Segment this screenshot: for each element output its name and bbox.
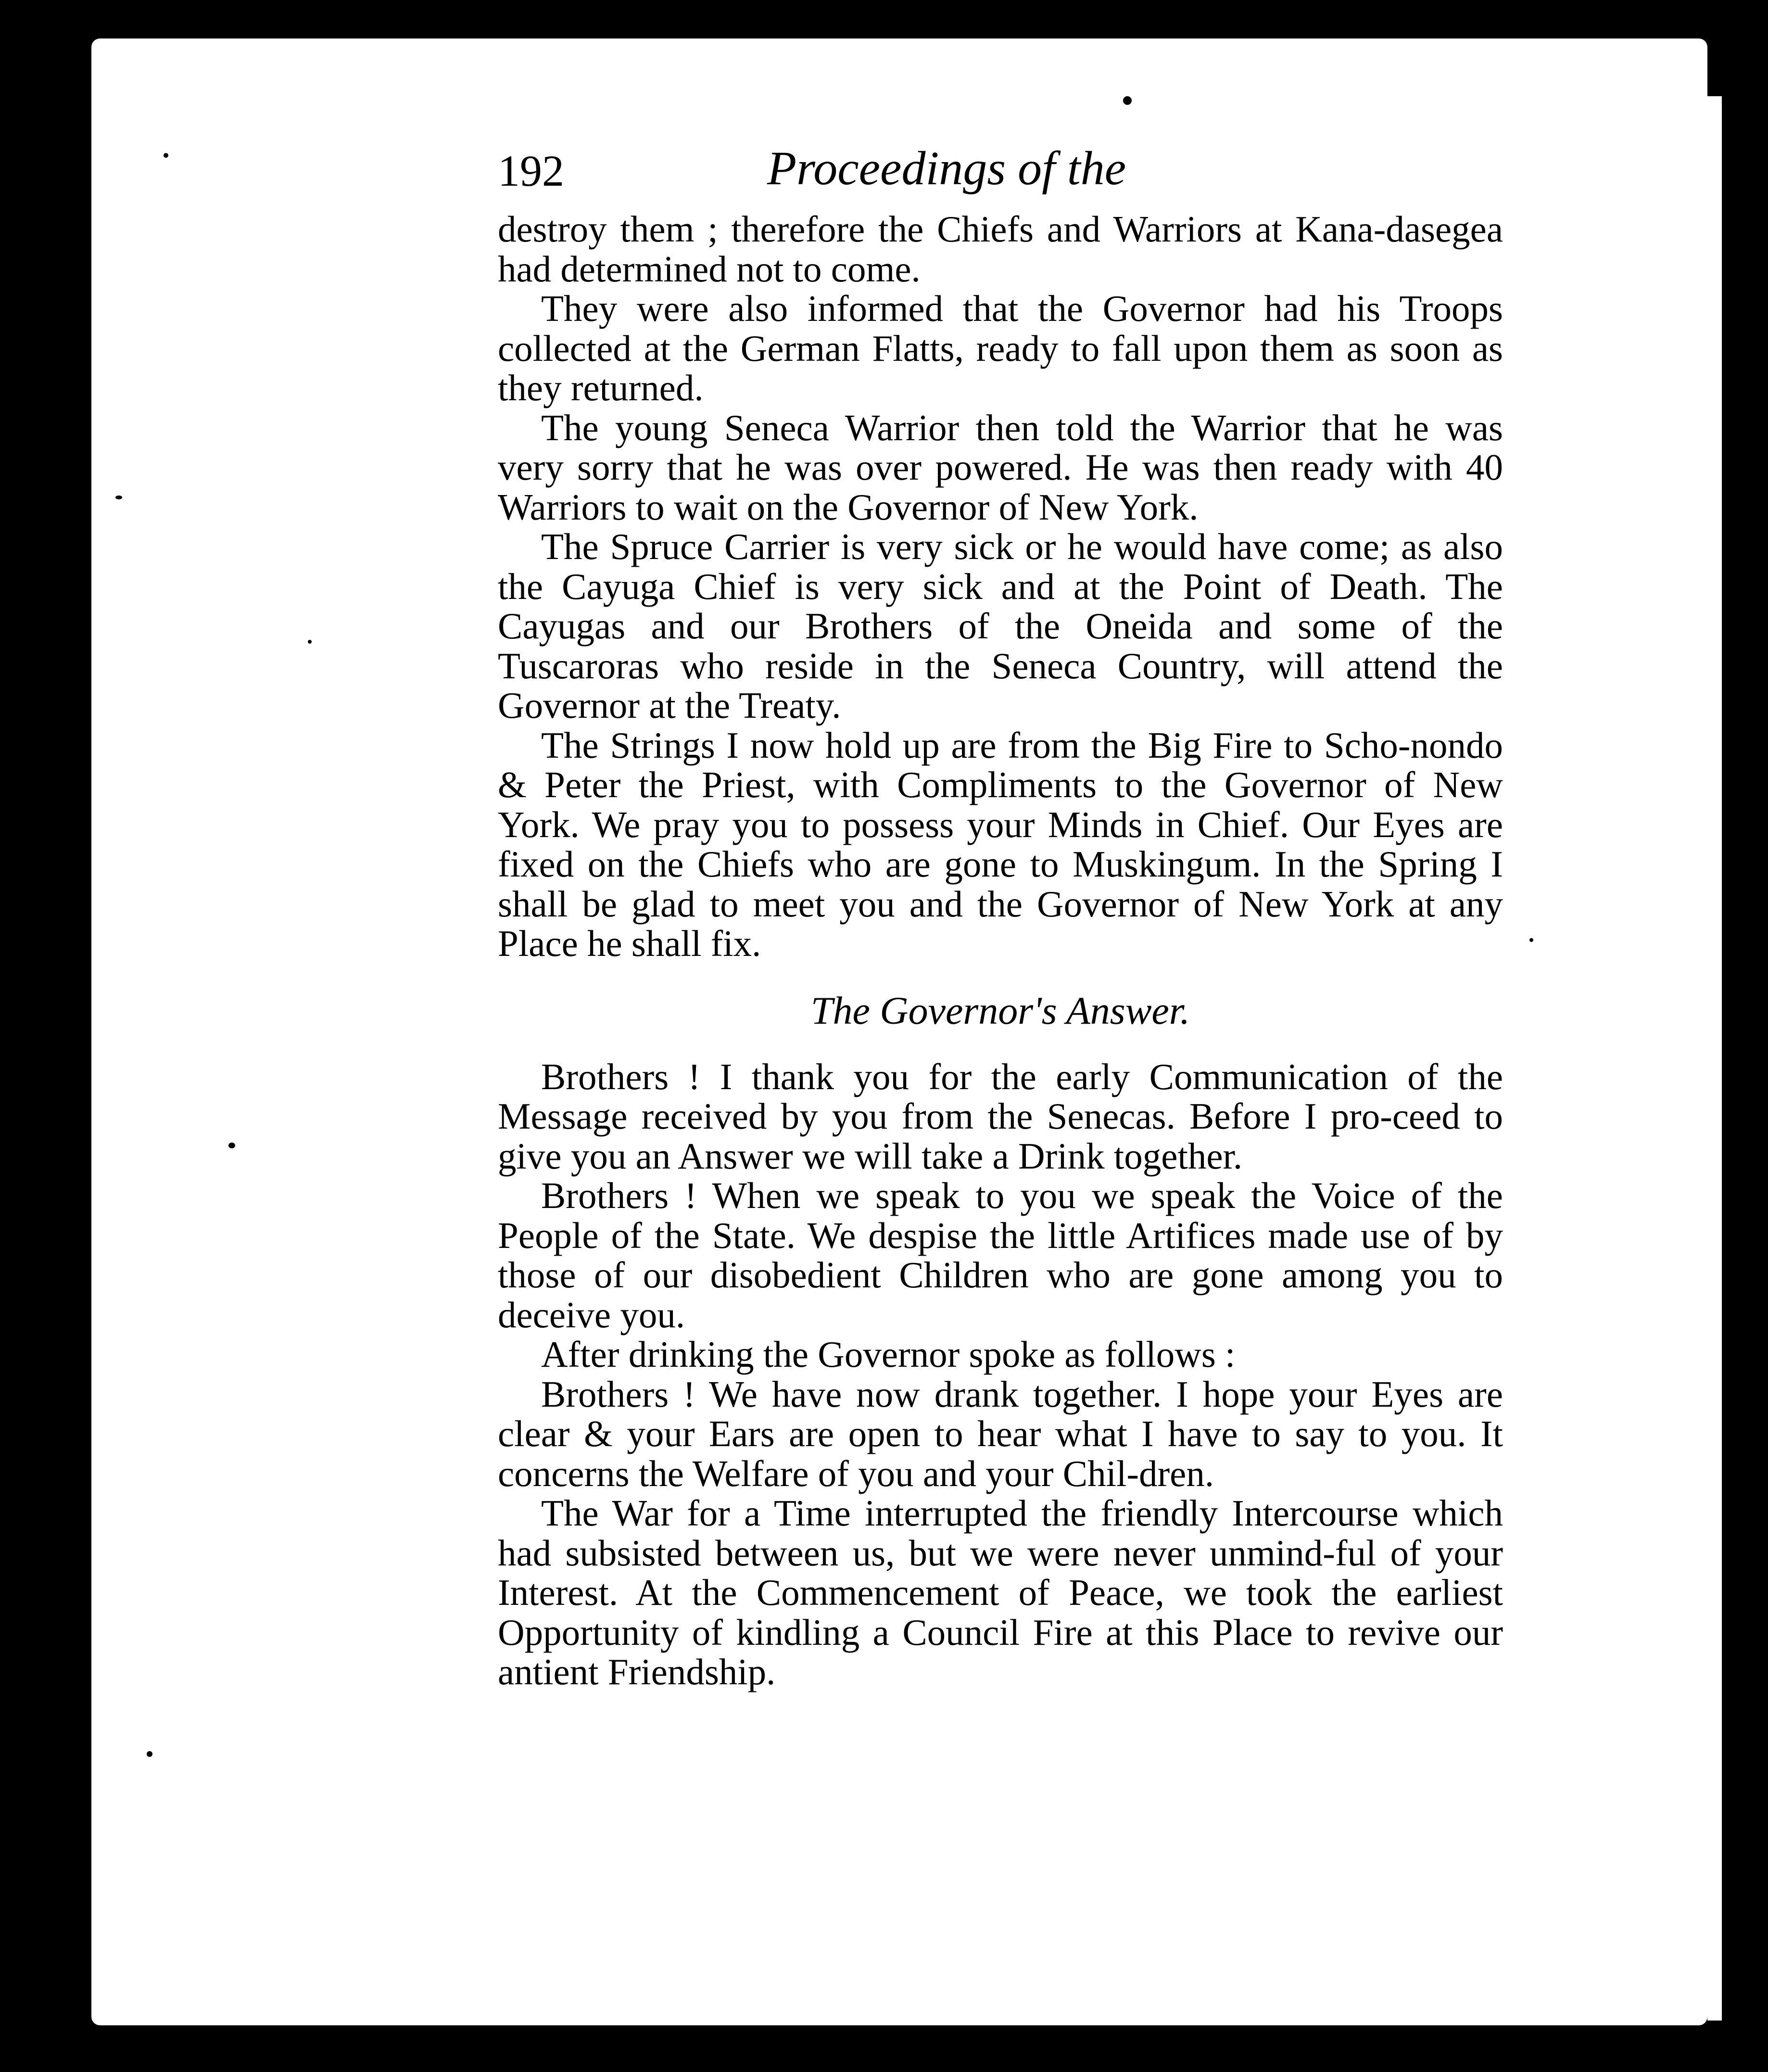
scan-speck bbox=[228, 1143, 235, 1148]
running-head bbox=[498, 135, 1503, 207]
scan-speck bbox=[164, 153, 168, 158]
paragraph: Brothers ! We have now drank together. I hope your Eyes are clear & your Ears are open to hear what I have to say to you. It concerns the Welfare of you and your Chil-dren. bbox=[498, 1373, 1503, 1494]
paragraph: destroy them ; therefore the Chiefs and Warriors at Kana-dasegea had determined not to come. bbox=[498, 208, 1503, 290]
page-number: 192 bbox=[498, 146, 564, 195]
scan-speck bbox=[1529, 938, 1533, 942]
scan-speck bbox=[147, 1751, 152, 1757]
scan-speck bbox=[1123, 96, 1132, 105]
paragraph: The War for a Time interrupted the friendly Intercourse which had subsisted between us, but we were never unmind-ful of your Interest. At the Commencement of Peace, we took the earliest Opportunity of kindling a Council Fire at this Place to revive our antient Friendship. bbox=[498, 1492, 1503, 1692]
scan-speck bbox=[308, 640, 312, 644]
paragraph: The Strings I now hold up are from the Big Fire to Scho-nondo & Peter the Priest, with Compliments to the Governor of New York. We pray you to possess your Minds in Chief. Our Eyes are fixed on the Chiefs who are gone to Muskingum. In the Spring I shall be glad to meet you and the Governor of New York at any Place he shall fix. bbox=[498, 724, 1503, 964]
running-title: Proceedings of the bbox=[767, 141, 1126, 195]
paragraph: The Spruce Carrier is very sick or he would have come; as also the Cayuga Chief is very sick and at the Point of Death. The Cayugas and our Brothers of the Oneida and some of the Tuscaroras who reside in the Seneca Country, will attend the Governor at the Treaty. bbox=[498, 526, 1503, 726]
paragraph: They were also informed that the Governor had his Troops collected at the German Flatts, ready to fall upon them as soon as they returned. bbox=[498, 288, 1503, 408]
paragraph: The young Seneca Warrior then told the Warrior that he was very sorry that he was over powered. He was then ready with 40 Warriors to wait on the Governor of New York. bbox=[498, 407, 1503, 528]
paragraph: Brothers ! I thank you for the early Communication of the Message received by you from the Senecas. Before I pro-ceed to give you an Answer we will take a Drink together. bbox=[498, 1055, 1503, 1177]
paragraph: Brothers ! When we speak to you we speak the Voice of the People of the State. We despise the little Artifices made use of by those of our disobedient Children who are gone among you to deceive you. bbox=[498, 1175, 1503, 1335]
paragraph: After drinking the Governor spoke as follows : bbox=[541, 1334, 1236, 1375]
page-text bbox=[498, 209, 1503, 1692]
scan-speck bbox=[115, 496, 122, 499]
section-heading: The Governor's Answer. bbox=[810, 988, 1190, 1032]
page-edge bbox=[1707, 96, 1722, 2021]
